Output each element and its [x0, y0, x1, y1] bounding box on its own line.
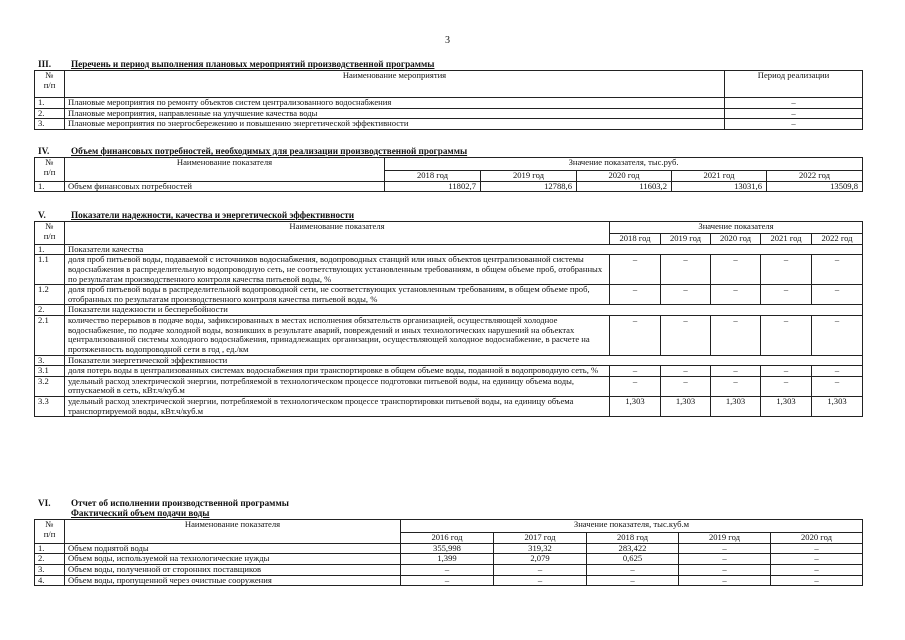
cell-value: 0,625: [587, 554, 679, 565]
cell-value: –: [587, 575, 679, 586]
cell-value: –: [661, 316, 711, 356]
cell-value: 13031,6: [672, 181, 767, 192]
cell-no: 3.: [35, 119, 65, 130]
section-6-title: [38, 498, 289, 508]
table-row: [35, 397, 863, 417]
cell-value: –: [610, 376, 661, 396]
cell-period: –: [725, 119, 863, 130]
section-3-heading: Перечень и период выполнения плановых мероприятий производственной программы: [71, 59, 435, 69]
cell-no: 2.: [35, 554, 65, 565]
col-header-year: 2017 год: [494, 533, 587, 544]
cell-value: 1,399: [401, 554, 494, 565]
table-row: [35, 543, 863, 554]
cell-no: 3.: [35, 564, 65, 575]
col-header-no: № п/п: [35, 71, 65, 98]
col-header-year: 2016 год: [401, 533, 494, 544]
section-6-subheading: Фактический объем подачи воды: [71, 508, 210, 518]
section-5-table: [34, 221, 863, 417]
col-header-year: 2021 год: [672, 171, 767, 182]
cell-value: –: [711, 376, 761, 396]
section-5-heading: Показатели надежности, качества и энергетической эффективности: [71, 210, 355, 220]
table-row: [35, 564, 863, 575]
section-6-subtitle: [71, 508, 209, 518]
cell-value: –: [771, 554, 863, 565]
col-header-name: Наименование показателя: [65, 520, 401, 544]
col-header-year: 2022 год: [767, 171, 863, 182]
cell-group-name: Показатели надежности и бесперебойности: [65, 305, 863, 316]
col-header-year: 2022 год: [812, 234, 863, 245]
cell-no: 1.: [35, 543, 65, 554]
cell-name: доля проб питьевой воды в распределительной водопроводной сети, не соответствующих установленным требованиям, в общем объеме проб, отобранных по результатам производственного контроля качества питьевой воды, %: [65, 285, 610, 305]
cell-value: –: [661, 376, 711, 396]
col-header-year: 2021 год: [761, 234, 812, 245]
cell-value: –: [494, 575, 587, 586]
cell-value: 2,079: [494, 554, 587, 565]
cell-value: –: [401, 575, 494, 586]
cell-no: 3.2: [35, 376, 65, 396]
section-5-title: [38, 210, 354, 220]
cell-value: –: [771, 543, 863, 554]
cell-value: 12788,6: [481, 181, 577, 192]
cell-no: 2.: [35, 108, 65, 119]
cell-value: 1,303: [711, 397, 761, 417]
cell-no: 1.1: [35, 255, 65, 285]
table-row: [35, 316, 863, 356]
cell-value: –: [661, 366, 711, 377]
cell-value: –: [679, 543, 771, 554]
cell-value: 1,303: [812, 397, 863, 417]
cell-value: –: [679, 564, 771, 575]
cell-name: Плановые мероприятия, направленные на улучшение качества воды: [65, 108, 725, 119]
cell-value: –: [812, 255, 863, 285]
cell-value: –: [812, 366, 863, 377]
table-row: [35, 181, 863, 192]
cell-value: –: [711, 255, 761, 285]
cell-value: –: [771, 564, 863, 575]
page-number: 3: [445, 35, 450, 46]
cell-no: 2.1: [35, 316, 65, 356]
cell-value: –: [661, 255, 711, 285]
cell-value: 1,303: [610, 397, 661, 417]
cell-value: –: [711, 366, 761, 377]
col-header-year: 2020 год: [771, 533, 863, 544]
table-group-row: [35, 355, 863, 366]
section-4-table: [34, 157, 863, 192]
cell-value: 283,422: [587, 543, 679, 554]
cell-value: –: [761, 285, 812, 305]
cell-name: Объем воды, полученной от сторонних поставщиков: [65, 564, 401, 575]
cell-no: 1.2: [35, 285, 65, 305]
cell-name: Плановые мероприятия по ремонту объектов систем централизованного водоснабжения: [65, 98, 725, 109]
cell-value: –: [610, 366, 661, 377]
section-3-table: [34, 70, 863, 130]
section-4-heading: Объем финансовых потребностей, необходимых для реализации производственной программы: [71, 146, 468, 156]
table-row: [35, 255, 863, 285]
cell-value: –: [610, 285, 661, 305]
section-4-title: [38, 146, 467, 156]
cell-value: 319,32: [494, 543, 587, 554]
table-group-row: [35, 305, 863, 316]
cell-value: –: [610, 255, 661, 285]
col-header-year: 2018 год: [385, 171, 481, 182]
col-header-name: Наименование показателя: [65, 222, 610, 245]
cell-value: 1,303: [761, 397, 812, 417]
cell-no: 1.: [35, 244, 65, 255]
cell-value: 13509,8: [767, 181, 863, 192]
cell-value: –: [761, 366, 812, 377]
section-5-number: V.: [38, 210, 46, 220]
cell-period: –: [725, 98, 863, 109]
cell-name: доля потерь воды в централизованных системах водоснабжения при транспортировке в общем объеме воды, поданной в водопроводную сеть, %: [65, 366, 610, 377]
cell-value: –: [761, 376, 812, 396]
cell-value: –: [661, 285, 711, 305]
cell-value: 355,998: [401, 543, 494, 554]
cell-no: 1.: [35, 181, 65, 192]
col-header-value: Значение показателя: [610, 222, 863, 234]
section-4-number: IV.: [38, 146, 50, 156]
table-row: [35, 108, 863, 119]
cell-name: Объем поднятой воды: [65, 543, 401, 554]
col-header-year: 2020 год: [577, 171, 672, 182]
col-header-value: Значение показателя, тыс.руб.: [385, 158, 863, 171]
cell-value: –: [761, 255, 812, 285]
table-group-row: [35, 244, 863, 255]
col-header-no: № п/п: [35, 158, 65, 182]
col-header-year: 2018 год: [587, 533, 679, 544]
section-3-title: [38, 59, 434, 69]
cell-no: 4.: [35, 575, 65, 586]
col-header-value: Значение показателя, тыс.куб.м: [401, 520, 863, 533]
cell-value: –: [761, 316, 812, 356]
table-row: [35, 366, 863, 377]
cell-name: Плановые мероприятия по энергосбережению и повышению энергетической эффективности: [65, 119, 725, 130]
cell-value: 11603,2: [577, 181, 672, 192]
cell-value: –: [711, 285, 761, 305]
section-6-number: VI.: [38, 498, 51, 508]
cell-value: –: [812, 376, 863, 396]
section-3-number: III.: [38, 59, 52, 69]
cell-name: доля проб питьевой воды, подаваемой с источников водоснабжения, водопроводных станций или иных объектов централизованной системы водоснабжения в распределительную водопроводную сеть, не соответствующих установленным требованиям, в общем объеме проб, отобранных по результатам производственного контроля качества питьевой воды, %: [65, 255, 610, 285]
cell-no: 2.: [35, 305, 65, 316]
cell-value: –: [610, 316, 661, 356]
table-row: [35, 554, 863, 565]
cell-no: 3.: [35, 355, 65, 366]
section-6-table: [34, 519, 863, 586]
cell-period: –: [725, 108, 863, 119]
table-row: [35, 285, 863, 305]
cell-no: 1.: [35, 98, 65, 109]
col-header-name: Наименование мероприятия: [65, 71, 725, 98]
cell-value: –: [679, 554, 771, 565]
cell-value: –: [812, 316, 863, 356]
cell-value: –: [679, 575, 771, 586]
col-header-name: Наименование показателя: [65, 158, 385, 182]
cell-name: удельный расход электрической энергии, потребляемой в технологическом процессе подготовки питьевой воды, на единицу объема воды, отпускаемой в сеть, кВт.ч/куб.м: [65, 376, 610, 396]
col-header-period: Период реализации: [725, 71, 863, 98]
cell-name: Объем воды, пропущенной через очистные сооружения: [65, 575, 401, 586]
cell-no: 3.3: [35, 397, 65, 417]
table-row: [35, 575, 863, 586]
cell-group-name: Показатели качества: [65, 244, 863, 255]
cell-name: Объем финансовых потребностей: [65, 181, 385, 192]
cell-value: –: [494, 564, 587, 575]
table-row: [35, 376, 863, 396]
table-row: [35, 98, 863, 109]
cell-group-name: Показатели энергетической эффективности: [65, 355, 863, 366]
col-header-no: № п/п: [35, 520, 65, 544]
col-header-year: 2019 год: [481, 171, 577, 182]
cell-value: –: [401, 564, 494, 575]
cell-value: 11802,7: [385, 181, 481, 192]
cell-value: –: [587, 564, 679, 575]
cell-value: –: [812, 285, 863, 305]
cell-value: –: [771, 575, 863, 586]
col-header-year: 2018 год: [610, 234, 661, 245]
cell-name: удельный расход электрической энергии, потребляемой в технологическом процессе транспортировки питьевой воды, на единицу объема транспортируемой воды, кВт.ч/куб.м: [65, 397, 610, 417]
col-header-year: 2019 год: [679, 533, 771, 544]
table-row: [35, 119, 863, 130]
col-header-no: № п/п: [35, 222, 65, 245]
cell-value: 1,303: [661, 397, 711, 417]
col-header-year: 2020 год: [711, 234, 761, 245]
cell-name: количество перерывов в подаче воды, зафиксированных в местах исполнения обязательств организацией, осуществляющей холодное водоснабжение, по подаче холодной воды, возникших в результате аварий, повреждений и иных технологических нарушений на объектах централизованной системы холодного водоснабжения, принадлежащих организации, осуществляющей холодное водоснабжение, в расчете на протяженность водопроводной сети в год , ед./км: [65, 316, 610, 356]
cell-value: –: [711, 316, 761, 356]
cell-no: 3.1: [35, 366, 65, 377]
cell-name: Объем воды, используемой на технологические нужды: [65, 554, 401, 565]
col-header-year: 2019 год: [661, 234, 711, 245]
section-6-heading: Отчет об исполнении производственной программы: [71, 498, 289, 508]
